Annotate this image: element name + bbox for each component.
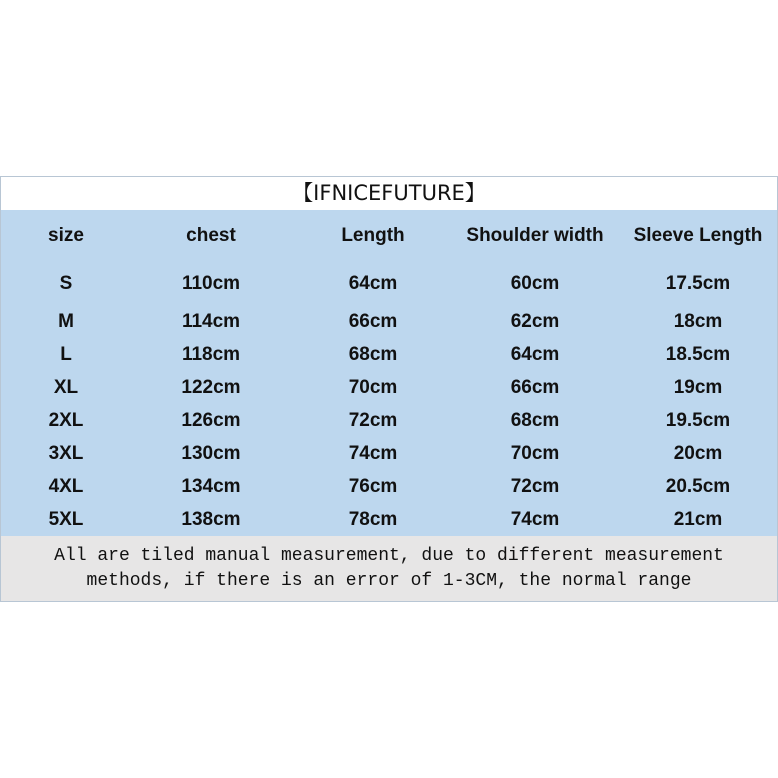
cell-sleeve-length: 18.5cm bbox=[665, 344, 731, 365]
cell-size: 4XL bbox=[48, 476, 84, 497]
table-row bbox=[1, 307, 777, 337]
header-length: Length bbox=[341, 225, 405, 246]
cell-chest: 126cm bbox=[181, 410, 241, 431]
header-size: size bbox=[48, 225, 84, 246]
cell-size: M bbox=[58, 311, 74, 332]
cell-chest: 114cm bbox=[181, 311, 241, 332]
note-line-2: methods, if there is an error of 1-3CM, the normal range bbox=[86, 571, 692, 591]
table-header-row bbox=[1, 221, 777, 251]
cell-chest: 122cm bbox=[181, 377, 241, 398]
cell-sleeve-length: 19.5cm bbox=[665, 410, 731, 431]
measurement-note bbox=[1, 536, 777, 601]
cell-shoulder-width: 64cm bbox=[510, 344, 560, 365]
cell-chest: 134cm bbox=[181, 476, 241, 497]
cell-length: 70cm bbox=[348, 377, 398, 398]
size-chart bbox=[0, 176, 778, 602]
cell-length: 64cm bbox=[348, 273, 398, 294]
cell-sleeve-length: 21cm bbox=[673, 509, 723, 530]
size-table bbox=[1, 210, 777, 536]
cell-sleeve-length: 20.5cm bbox=[665, 476, 731, 497]
cell-shoulder-width: 66cm bbox=[510, 377, 560, 398]
table-row bbox=[1, 406, 777, 436]
cell-length: 76cm bbox=[348, 476, 398, 497]
cell-chest: 130cm bbox=[181, 443, 241, 464]
cell-shoulder-width: 74cm bbox=[510, 509, 560, 530]
cell-length: 78cm bbox=[348, 509, 398, 530]
cell-shoulder-width: 70cm bbox=[510, 443, 560, 464]
brand-title: 【IFNICEFUTURE】 bbox=[1, 177, 777, 210]
cell-size: L bbox=[60, 344, 72, 365]
cell-size: XL bbox=[53, 377, 79, 398]
cell-shoulder-width: 68cm bbox=[510, 410, 560, 431]
header-shoulder-width: Shoulder width bbox=[466, 225, 604, 246]
cell-chest: 118cm bbox=[181, 344, 241, 365]
table-row bbox=[1, 373, 777, 403]
cell-chest: 110cm bbox=[181, 273, 241, 294]
table-row bbox=[1, 439, 777, 469]
cell-sleeve-length: 20cm bbox=[673, 443, 723, 464]
header-sleeve-length: Sleeve Length bbox=[633, 225, 763, 246]
table-row bbox=[1, 472, 777, 502]
header-chest: chest bbox=[186, 225, 236, 246]
note-line-1: All are tiled manual measurement, due to different measurement bbox=[54, 546, 724, 566]
cell-shoulder-width: 62cm bbox=[510, 311, 560, 332]
table-row bbox=[1, 505, 777, 535]
cell-size: S bbox=[59, 273, 73, 294]
cell-sleeve-length: 18cm bbox=[673, 311, 723, 332]
cell-sleeve-length: 19cm bbox=[673, 377, 723, 398]
cell-length: 72cm bbox=[348, 410, 398, 431]
table-row bbox=[1, 269, 777, 299]
cell-size: 5XL bbox=[48, 509, 84, 530]
table-row bbox=[1, 340, 777, 370]
cell-size: 3XL bbox=[48, 443, 84, 464]
cell-sleeve-length: 17.5cm bbox=[665, 273, 731, 294]
cell-length: 66cm bbox=[348, 311, 398, 332]
cell-length: 68cm bbox=[348, 344, 398, 365]
cell-shoulder-width: 60cm bbox=[510, 273, 560, 294]
cell-chest: 138cm bbox=[181, 509, 241, 530]
cell-shoulder-width: 72cm bbox=[510, 476, 560, 497]
cell-size: 2XL bbox=[48, 410, 84, 431]
cell-length: 74cm bbox=[348, 443, 398, 464]
